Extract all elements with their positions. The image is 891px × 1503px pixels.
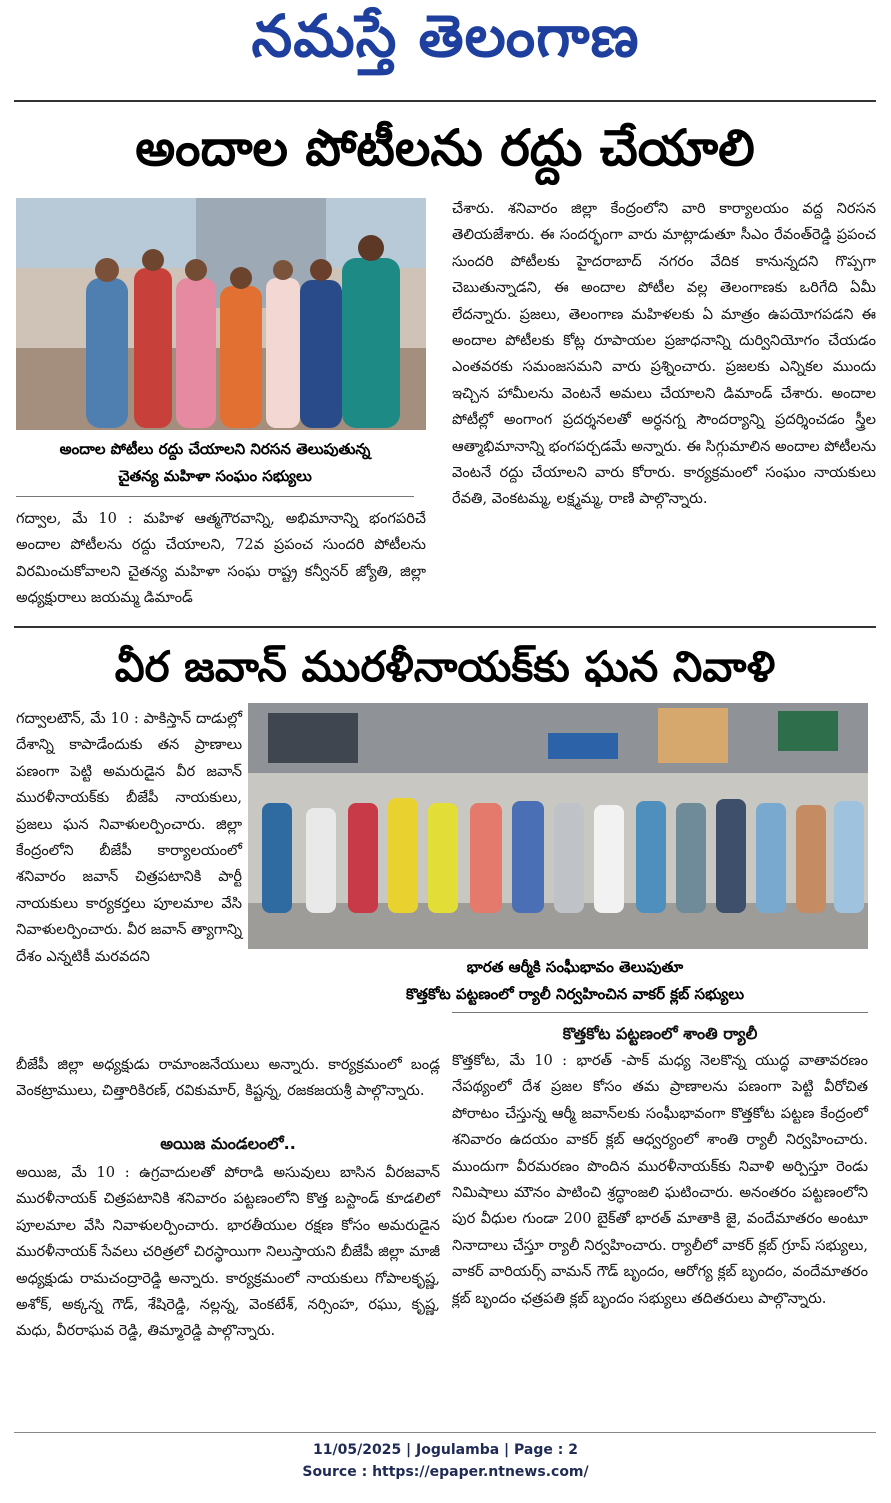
story1-photo xyxy=(16,198,426,430)
story3-subhead: అయిజ మండలంలో.. xyxy=(160,1134,296,1153)
story2-caption-line2: కొత్తకోట పట్టణంలో ర్యాలీ నిర్వహించిన వాకర్ క్లబ్ సభ్యులు xyxy=(405,985,745,1003)
story3-body: అయిజ, మే 10 : ఉగ్రవాదులతో పోరాడి అసువులు బాసిన వీరజవాన్ మురళీనాయక్ చిత్రపటానికి శనివారం పట్టణంలోని కొత్త బస్టాండ్ కూడలిలో పూలమాల వేసి నివాళులర్పించారు. భారతీయుల రక్షణ కోసం అమరుడైన మురళీనాయక్ సేవలు చరిత్రలో చిరస్థాయిగా నిలుస్తాయని బీజేపీ జిల్లా మాజీ అధ్యక్షుడు రామచంద్రారెడ్డి అన్నారు. కార్యక్రమంలో నాయకులు గోపాలకృష్ణ, అశోక్, అక్కన్న గౌడ్, శేషిరెడ్డి, నల్లన్న, వెంకటేశ్, నర్సింహ, రఘు, కృష్ణ, మధు, వీరరాఘవ రెడ్డి, తిమ్మారెడ్డి పాల్గొన్నారు. xyxy=(16,1164,440,1340)
footer-source: Source : https://epaper.ntnews.com/ xyxy=(302,1464,589,1480)
newspaper-logo: నమస్తే తెలంగాణ xyxy=(251,1,640,70)
story2-body-narrow: గద్వాలటౌన్, మే 10 : పాకిస్తాన్ దాడుల్లో దేశాన్ని కాపాడేందుకు తన ప్రాణాలు పణంగా పెట్టి అమరుడైన వీర జవాన్ మురళీనాయక్‌కు బీజేపీ నాయకులు, ప్రజలు ఘన నివాళులర్పించారు. జిల్లా కేంద్రంలోని బీజేపీ కార్యాలయంలో శనివారం జవాన్ చిత్రపటానికి పార్టీ నాయకులు కార్యకర్తలు పూలమాల వేసి నివాళులర్పించారు. వీర జవాన్ త్యాగాన్ని దేశం ఎన్నటికీ మరవదని xyxy=(16,710,242,965)
top-rule xyxy=(14,100,876,102)
story1-caption-rule xyxy=(16,496,414,497)
story4-body: కొత్తకోట, మే 10 : భారత్ -పాక్ మధ్య నెలకొన్న యుద్ధ వాతావరణం నేపథ్యంలో దేశ ప్రజల కోసం తమ ప్రాణాలను పణంగా పెట్టి వీరోచిత పోరాటం చేస్తున్న ఆర్మీ జవాన్‌లకు సంఘీభావంగా కొత్తకోట పట్టణ కేంద్రంలో శనివారం ఉదయం వాకర్ క్లబ్ ఆధ్వర్యంలో శాంతి ర్యాలీ నిర్వహించారు. ముందుగా వీరమరణం పొందిన మురళీనాయక్‌కు నివాళి అర్పిస్తూ రెండు నిమిషాలు మౌనం పాటించి శ్రద్ధాంజలి ఘటించారు. అనంతరం పట్టణంలోని పుర వీధుల గుండా 200 బైక్‌తో భారత్ మాతాకి జై, వందేమాతరం అంటూ నినాదాలు చేస్తూ ర్యాలీ నిర్వహించారు. ర్యాలీలో వాకర్ క్లబ్ గ్రూప్ సభ్యులు, వాకర్ వారియర్స్ వామన్ గౌడ్ బృందం, ఆరోగ్య క్లబ్ బృందం, వందేమాతరం క్లబ్ బృందం ఛత్రపతి క్లబ్ బృందం సభ్యులు తదితరులు పాల్గొన్నారు. xyxy=(452,1052,868,1307)
story2-caption-line1: భారత ఆర్మీకి సంఘీభావం తెలుపుతూ xyxy=(466,958,684,976)
masthead xyxy=(0,0,891,86)
bottom-rule xyxy=(14,1432,876,1433)
story1-headline: అందాల పోటీలను రద్దు చేయాలి xyxy=(135,119,755,177)
story2-headline: వీర జవాన్ మురళీనాయక్‌కు ఘన నివాళి xyxy=(114,642,776,691)
story2-body-wide: బీజేపీ జిల్లా అధ్యక్షుడు రామాంజనేయులు అన్నారు. కార్యక్రమంలో బండ్ల వెంకట్రాములు, చిత్తారికిరణ్, రవికుమార్, కిష్టన్న, రజకజయశ్రీ పాల్గొన్నారు. xyxy=(16,1056,440,1100)
story2-caption xyxy=(340,954,810,1008)
story2-caption-rule xyxy=(452,1012,868,1013)
story-divider xyxy=(14,626,876,628)
story1-body-left: గద్వాల, మే 10 : మహిళ ఆత్మగౌరవాన్ని, అభిమానాన్ని భంగపరిచే అందాల పోటీలను రద్దు చేయాలని, 72వ ప్రపంచ సుందరి పోటీలను విరమించుకోవాలని చైతన్య మహిళా సంఘ రాష్ట్ర కన్వీనర్ జ్యోతి, జిల్లా అధ్యక్షురాలు జయమ్మ డిమాండ్ xyxy=(16,510,426,607)
story1-caption-line2: చైతన్య మహిళా సంఘం సభ్యులు xyxy=(118,467,312,485)
footer-date-edition: 11/05/2025 | Jogulamba | Page : 2 xyxy=(313,1442,578,1458)
story2-photo xyxy=(248,703,868,949)
story4-subhead: కొత్తకోట పట్టణంలో శాంతి ర్యాలీ xyxy=(562,1024,758,1043)
story1-caption xyxy=(16,436,414,490)
story1-caption-line1: అందాల పోటీలు రద్దు చేయాలని నిరసన తెలుపుతున్న xyxy=(59,440,371,458)
story1-body-right: చేశారు. శనివారం జిల్లా కేంద్రంలోని వారి కార్యాలయం వద్ద నిరసన తెలియజేశారు. ఈ సందర్భంగా వారు మాట్లాడుతూ సీఎం రేవంత్‌రెడ్డి ప్రపంచ సుందరి పోటీలకు హైదరాబాద్ నగరం వేదిక కానున్నదని గొప్పగా చెబుతున్నాడని, ఈ అందాల పోటీల వల్ల తెలంగాణకు ఒరిగేది ఏమీ లేదన్నారు. ప్రజలు, తెలంగాణ మహిళలకు ఏ మాత్రం ఉపయోగపడని ఈ అందాల పోటీలకు కోట్ల రూపాయల ప్రజాధనాన్ని దుర్వినియోగం చేయడం ఎంతవరకు సమంజసమని వారు ప్రశ్నించారు. ప్రజలకు ఎన్నికల ముందు ఇచ్చిన హామీలను వెంటనే అమలు చేయాలని డిమాండ్ చేశారు. అందాల పోటీల్లో అంగాంగ ప్రదర్శనలతో అర్ధనగ్న సౌందర్యాన్ని ప్రదర్శించడం స్త్రీల ఆత్మాభిమానాన్ని భంగపర్చడమే అన్నారు. ఈ సిగ్గుమాలిన అందాల పోటీలను వెంటనే రద్దు చేయాలని వారు కోరారు. కార్యక్రమంలో సంఘం నాయకులు రేవతి, వెంకటమ్మ, లక్ష్మమ్మ, రాణి పాల్గొన్నారు. xyxy=(452,200,877,508)
